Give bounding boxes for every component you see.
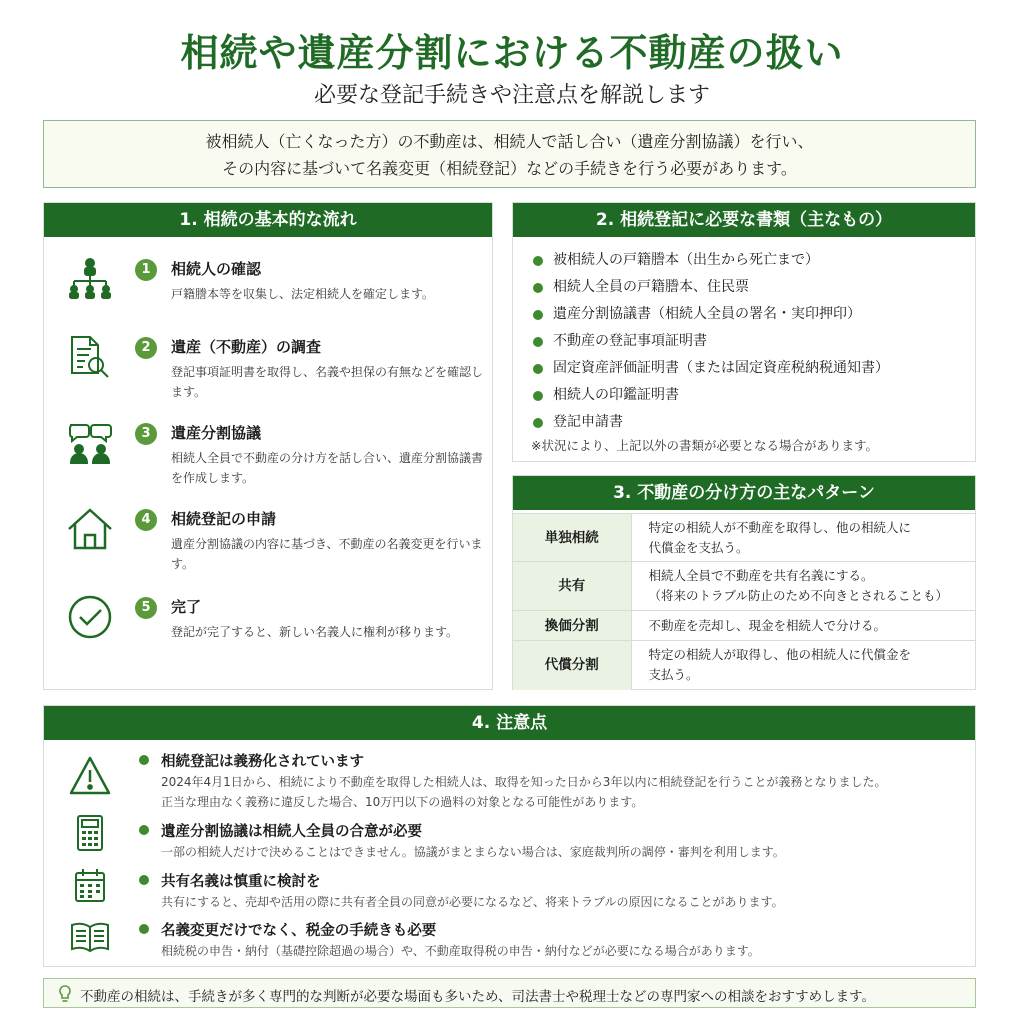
table-row [513,611,975,641]
warning-icon [68,754,112,798]
table-row [513,562,975,611]
intro-line-1: 被相続人（亡くなった方）の不動産は、相続人で話し合い（遺産分割協議）を行い、 [205,132,814,151]
flow-step-3 [44,419,494,499]
pattern-label: 換価分割 [513,611,631,641]
caution-description: 2024年4月1日から、相続により不動産を取得した相続人は、取得を知った日から3年以内に相続登記を行うことが義務となりました。 正当な理由なく義務に違反した場合、10万円以下の過料の対象となる可能性があります。 [161,775,887,809]
list-item-text: 相続人全員の戸籍謄本、住民票 [553,279,749,295]
footer-text: 不動産の相続は、手続きが多く専門的な判断が必要な場面も多いため、司法書士や税理士などの専門家への相談をおすすめします。 [80,989,876,1005]
flow-panel [43,202,493,690]
caution-description: 相続税の申告・納付（基礎控除超過の場合）や、不動産取得税の申告・納付などが必要になる場合があります。 [161,944,760,958]
bullet-icon [533,283,543,293]
step-title: 相続登記の申請 [171,510,277,528]
documents-heading: 2. 相続登記に必要な書類（主なもの） [513,203,975,237]
calculator-icon [68,812,112,856]
caution-description: 一部の相続人だけで決めることはできません。協議がまとまらない場合は、家庭裁判所の調停・審判を利用します。 [161,845,785,859]
list-item [531,382,889,409]
step-title: 完了 [171,598,202,616]
bullet-icon [533,418,543,428]
step-number: 1 [135,259,157,281]
step-title: 遺産分割協議 [171,424,262,442]
bullet-icon [533,337,543,347]
cautions-heading: 4. 注意点 [44,706,975,740]
list-item [531,328,889,355]
caution-title: 相続登記は義務化されています [161,754,364,770]
patterns-panel [512,475,976,690]
page-title: 相続や遺産分割における不動産の扱い [180,31,844,75]
check-circle-icon [66,593,114,641]
page-subtitle: 必要な登記手続きや注意点を解説します [313,83,710,108]
step-number: 2 [135,337,157,359]
pattern-label: 単独相続 [513,514,631,562]
org-chart-icon [66,255,114,303]
document-search-icon [66,333,114,381]
house-icon [66,505,114,553]
flow-step-2 [44,333,494,413]
list-item-text: 被相続人の戸籍謄本（出生から死亡まで） [553,252,819,268]
pattern-description: 特定の相続人が取得し、他の相続人に代償金を 支払う。 [631,641,975,690]
patterns-heading: 3. 不動産の分け方の主なパターン [513,476,975,510]
intro-line-2: その内容に基づいて名義変更（相続登記）などの手続きを行う必要があります。 [222,159,797,178]
bullet-icon [533,391,543,401]
bullet-icon [533,364,543,374]
documents-panel [512,202,976,462]
documents-note: ※状況により、上記以外の書類が必要となる場合があります。 [531,438,878,453]
bullet-icon [139,755,149,765]
list-item [531,301,889,328]
discussion-icon [66,419,114,467]
step-description: 遺産分割協議の内容に基づき、不動産の名義変更を行います。 [171,537,483,571]
step-title: 相続人の確認 [171,260,262,278]
pattern-description: 特定の相続人が不動産を取得し、他の相続人に 代償金を支払う。 [631,514,975,562]
intro-box [43,120,976,188]
bullet-icon [139,825,149,835]
list-item-text: 登記申請書 [553,414,623,430]
list-item-text: 固定資産評価証明書（または固定資産税納税通知書） [553,360,889,376]
pattern-description: 相続人全員で不動産を共有名義にする。 （将来のトラブル防止のため不向きとされることも） [631,562,975,611]
bullet-icon [139,875,149,885]
caution-title: 名義変更だけでなく、税金の手続きも必要 [161,923,437,939]
step-number: 4 [135,509,157,531]
step-description: 戸籍謄本等を収集し、法定相続人を確定します。 [171,287,435,301]
list-item [531,409,889,436]
list-item [531,274,889,301]
documents-list [531,247,889,436]
table-row [513,641,975,690]
caution-title: 遺産分割協議は相続人全員の合意が必要 [161,824,422,840]
list-item-text: 相続人の印鑑証明書 [553,387,679,403]
step-number: 5 [135,597,157,619]
list-item-text: 不動産の登記事項証明書 [553,333,707,349]
patterns-table [513,513,975,690]
caution-title: 共有名義は慎重に検討を [161,874,321,890]
list-item [531,355,889,382]
step-description: 登記が完了すると、新しい名義人に権利が移ります。 [171,625,459,639]
footer-tip [43,978,976,1008]
caution-description: 共有にすると、売却や活用の際に共有者全員の同意が必要になるなど、将来トラブルの原因になることがあります。 [161,895,784,909]
pattern-description: 不動産を売却し、現金を相続人で分ける。 [631,611,975,641]
cautions-panel [43,705,976,967]
flow-step-5 [44,593,494,673]
book-icon [68,915,112,959]
pattern-label: 代償分割 [513,641,631,690]
step-description: 登記事項証明書を取得し、名義や担保の有無などを確認します。 [171,365,484,399]
list-item [531,247,889,274]
bullet-icon [139,924,149,934]
step-description: 相続人全員で不動産の分け方を話し合い、遺産分割協議書を作成します。 [171,451,484,485]
table-row [513,514,975,562]
step-number: 3 [135,423,157,445]
flow-heading: 1. 相続の基本的な流れ [44,203,492,237]
calendar-icon [68,865,112,909]
list-item-text: 遺産分割協議書（相続人全員の署名・実印押印） [553,306,861,322]
flow-step-1 [44,255,494,335]
step-title: 遺産（不動産）の調査 [171,338,322,356]
bullet-icon [533,256,543,266]
lightbulb-icon [56,984,74,1004]
flow-step-4 [44,505,494,585]
bullet-icon [533,310,543,320]
pattern-label: 共有 [513,562,631,611]
